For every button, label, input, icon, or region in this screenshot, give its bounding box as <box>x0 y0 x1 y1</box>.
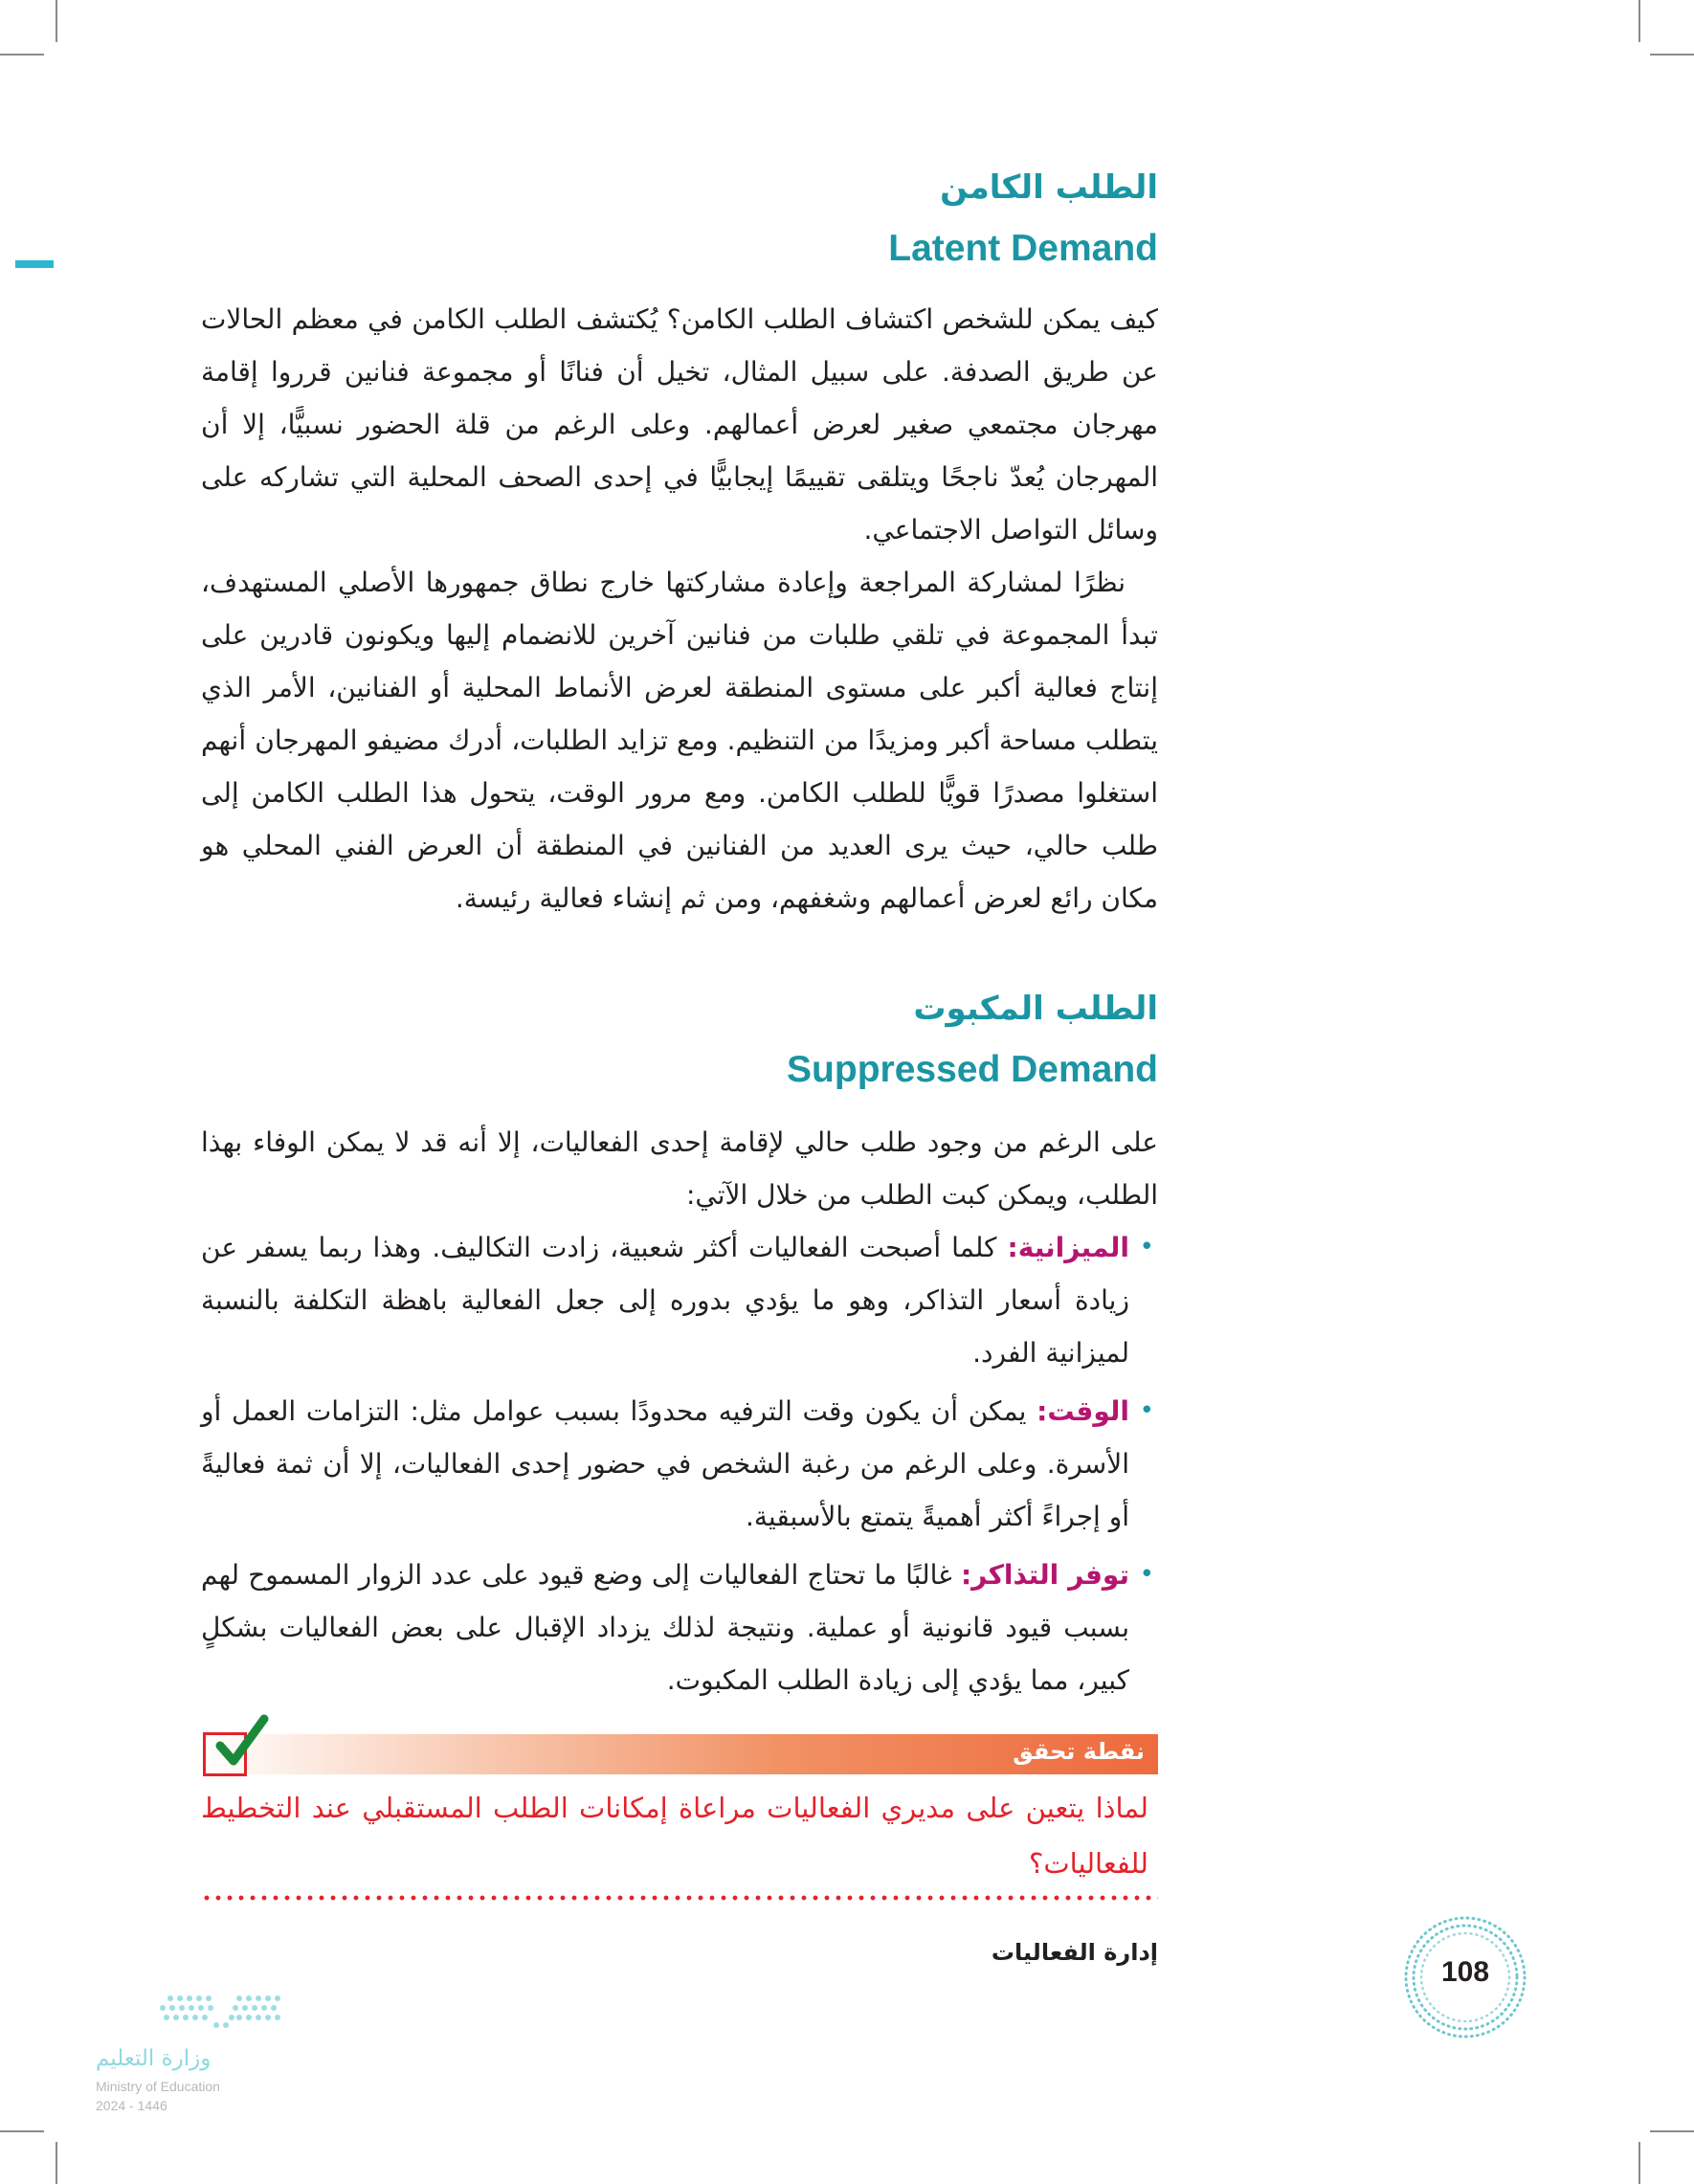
paragraph: كيف يمكن للشخص اكتشاف الطلب الكامن؟ يُكتشف الطلب الكامن في معظم الحالات عن طريق الصدفة. على سبيل المثال، تخيل أن فنانًا أو مجموعة فنانين قرروا إقامة مهرجان مجتمعي صغير لعرض أعمالهم. وعلى الرغم من قلة الحضور نسبيًّا، إلا أن المهرجان يُعدّ ناجحًا ويتلقى تقييمًا إيجابيًّا في إحدى الصحف المحلية التي تشاركه على وسائل التواصل الاجتماعي. <box>201 303 1158 546</box>
bullet-term: الوقت: <box>1036 1395 1129 1427</box>
side-marker <box>15 260 54 268</box>
page-number: 108 <box>1440 1956 1490 1988</box>
ministry-name-en: Ministry of Education <box>96 2079 220 2094</box>
list-item <box>201 1549 1154 1706</box>
crop-mark <box>1650 2130 1694 2132</box>
dotted-divider <box>201 1895 1158 1901</box>
suppressed-body <box>201 1116 1158 1712</box>
crop-mark <box>0 2130 44 2132</box>
crop-mark <box>56 0 57 42</box>
ministry-year: 2024 - 1446 <box>96 2098 167 2113</box>
checkpoint-banner <box>201 1734 1158 1774</box>
paragraph: على الرغم من وجود طلب حالي لإقامة إحدى الفعاليات، إلا أنه قد لا يمكن الوفاء بهذا الطلب، ويمكن كبت الطلب من خلال الآتي: <box>201 1126 1158 1211</box>
bullet-icon: • <box>1139 1560 1154 1589</box>
section-title-suppressed-ar: الطلب المكبوت <box>913 990 1158 1028</box>
section-title-latent-ar: الطلب الكامن <box>940 168 1158 207</box>
book-title: إدارة الفعاليات <box>991 1939 1158 1966</box>
list-item <box>201 1385 1154 1543</box>
crop-mark <box>56 2142 57 2184</box>
bullet-icon: • <box>1139 1396 1154 1425</box>
section-title-suppressed-en: Suppressed Demand <box>787 1049 1158 1090</box>
bullet-text: غالبًا ما تحتاج الفعاليات إلى وضع قيود على عدد الزوار المسموح لهم بسبب قيود قانونية أو عملية. ونتيجة لذلك يزداد الإقبال على بعض الفعاليات بشكلٍ كبير، مما يؤدي إلى زيادة الطلب المكبوت. <box>201 1559 1129 1696</box>
page-number-badge <box>1400 1912 1530 2042</box>
crop-mark <box>1638 2142 1640 2184</box>
bullet-term: توفر التذاكر: <box>960 1559 1129 1591</box>
bullet-text: كلما أصبحت الفعاليات أكثر شعبية، زادت التكاليف. وهذا ربما يسفر عن زيادة أسعار التذاكر، وهو ما يؤدي بدوره إلى جعل الفعالية باهظة التكلفة بالنسبة لميزانية الفرد. <box>201 1232 1129 1369</box>
crop-mark <box>1650 54 1694 56</box>
ministry-name-ar: وزارة التعليم <box>96 2046 212 2071</box>
crop-mark <box>0 54 44 56</box>
bullet-icon: • <box>1139 1233 1154 1261</box>
latent-body <box>201 293 1158 925</box>
checkpoint-question: لماذا يتعين على مديري الفعاليات مراعاة إمكانات الطلب المستقبلي عند التخطيط للفعاليات؟ <box>201 1792 1148 1880</box>
paragraph: نظرًا لمشاركة المراجعة وإعادة مشاركتها خارج نطاق جمهورها الأصلي المستهدف، تبدأ المجموعة في تلقي طلبات من فنانين آخرين للانضمام إليها ويكونون قادرين على إنتاج فعالية أكبر على مستوى المنطقة لعرض الأنماط المحلية أو الفنانين، الأمر الذي يتطلب مساحة أكبر ومزيدًا من التنظيم. ومع تزايد الطلبات، أدرك مضيفو المهرجان أنهم استغلوا مصدرًا قويًّا للطلب الكامن. ومع مرور الوقت، يتحول هذا الطلب الكامن إلى طلب حالي، حيث يرى العديد من الفنانين في المنطقة أن العرض الفني المحلي هو مكان رائع لعرض أعمالهم وشغفهم، ومن ثم إنشاء فعالية رئيسة. <box>201 567 1158 914</box>
checkpoint-label: نقطة تحقق <box>1013 1738 1145 1765</box>
list-item <box>201 1221 1154 1379</box>
crop-mark <box>1638 0 1640 42</box>
checkmark-icon <box>212 1713 270 1771</box>
bullet-list <box>201 1221 1158 1706</box>
bullet-text: يمكن أن يكون وقت الترفيه محدودًا بسبب عوامل مثل: التزامات العمل أو الأسرة. وعلى الرغم من رغبة الشخص في حضور إحدى الفعاليات، إلا أن ثمة فعاليةً أو إجراءً أكثر أهميةً يتمتع بالأسبقية. <box>201 1395 1129 1532</box>
section-title-latent-en: Latent Demand <box>888 228 1158 269</box>
bullet-term: الميزانية: <box>1007 1232 1129 1263</box>
